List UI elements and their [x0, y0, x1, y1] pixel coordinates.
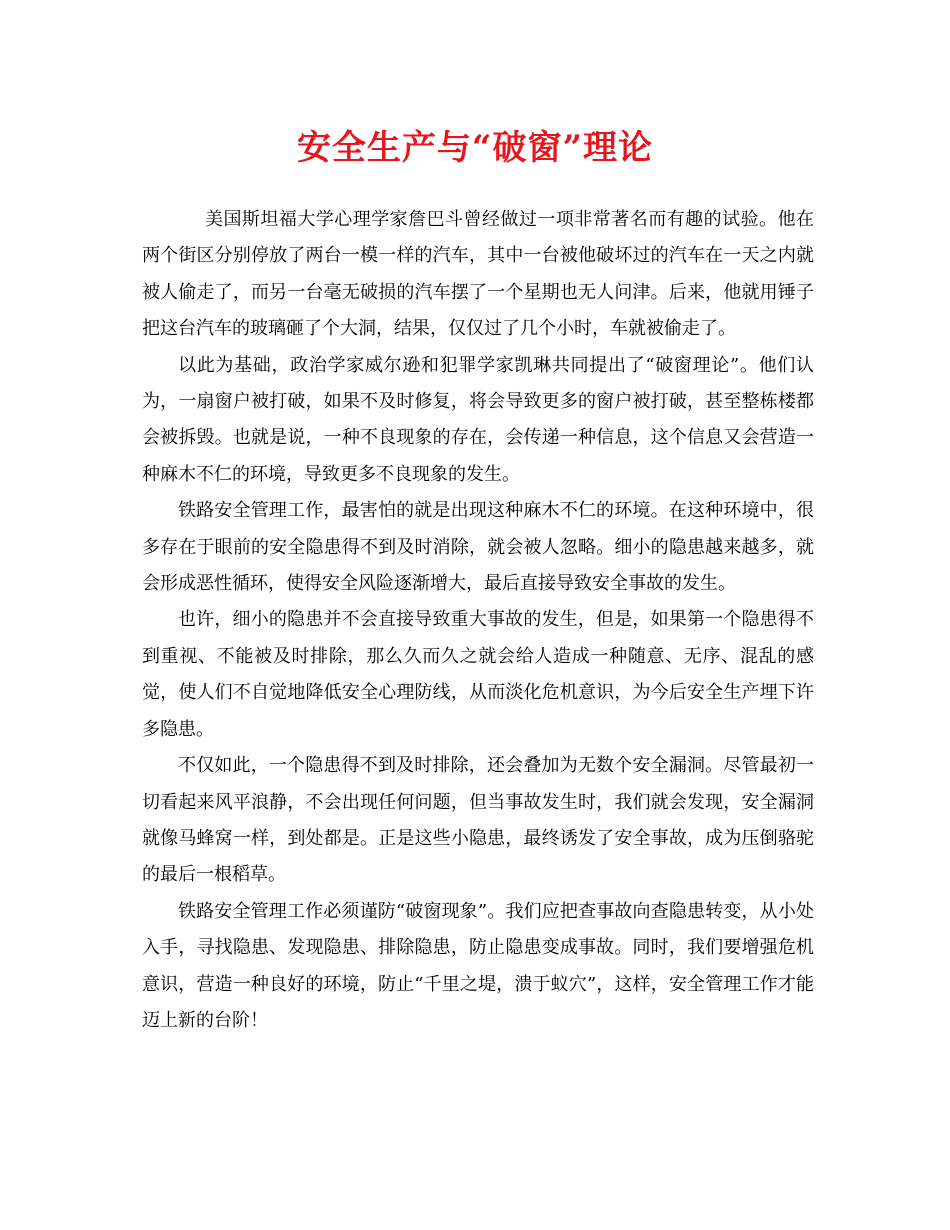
- document-title: 安全生产与“破窗”理论: [296, 128, 654, 168]
- paragraph-3: 铁路安全管理工作，最害怕的就是出现这种麻木不仁的环境。在这种环境中，很多存在于眼前的安全隐患得不到及时消除，就会被人忽略。细小的隐患越来越多，就会形成恶性循环，使得安全风险逐渐增大，最后直接导致安全事故的发生。: [142, 500, 814, 595]
- paragraph-1: 美国斯坦福大学心理学家詹巴斗曾经做过一项非常著名而有趣的试验。他在两个街区分别停放了两台一模一样的汽车，其中一台被他破坏过的汽车在一天之内就被人偷走了，而另一台毫无破损的汽车摆了一个星期也无人问津。后来，他就用锤子把这台汽车的玻璃砸了个大洞，结果，仅仅过了几个小时，车就被偷走了。: [142, 209, 814, 340]
- paragraph-4: 也许，细小的隐患并不会直接导致重大事故的发生，但是，如果第一个隐患得不到重视、不能被及时排除，那么久而久之就会给人造成一种随意、无序、混乱的感觉，使人们不自觉地降低安全心理防线，从而淡化危机意识，为今后安全生产埋下许多隐患。: [142, 609, 814, 740]
- paragraph-6: 铁路安全管理工作必须谨防“破窗现象”。我们应把查事故向查隐患转变，从小处入手，寻找隐患、发现隐患、排除隐患，防止隐患变成事故。同时，我们要增强危机意识，营造一种良好的环境，防止“千里之堤，溃于蚁穴”，这样，安全管理工作才能迈上新的台阶！: [142, 900, 814, 1031]
- document-body: [142, 202, 814, 1039]
- paragraph-2: 以此为基础，政治学家威尔逊和犯罪学家凯琳共同提出了“破窗理论”。他们认为，一扇窗户被打破，如果不及时修复，将会导致更多的窗户被打破，甚至整栋楼都会被拆毁。也就是说，一种不良现象的存在，会传递一种信息，这个信息又会营造一种麻木不仁的环境，导致更多不良现象的发生。: [142, 354, 814, 485]
- paragraph-5: 不仅如此，一个隐患得不到及时排除，还会叠加为无数个安全漏洞。尽管最初一切看起来风平浪静，不会出现任何问题，但当事故发生时，我们就会发现，安全漏洞就像马蜂窝一样，到处都是。正是这些小隐患，最终诱发了安全事故，成为压倒骆驼的最后一根稻草。: [142, 755, 814, 886]
